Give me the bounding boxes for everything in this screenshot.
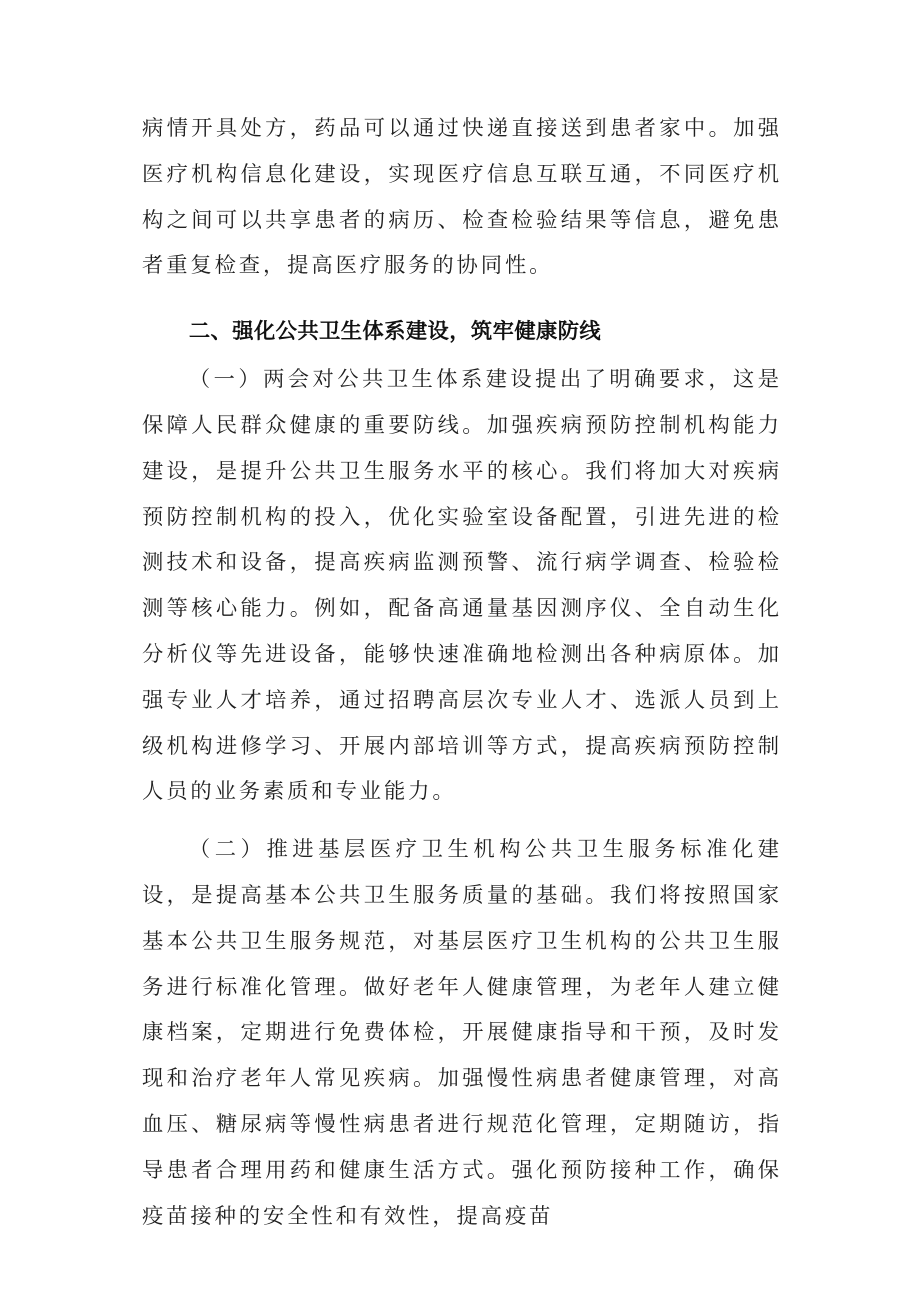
section-paragraph-1: （一）两会对公共卫生体系建设提出了明确要求，这是保障人民群众健康的重要防线。加强疾病预防控制机构能力建设，是提升公共卫生服务水平的核心。我们将加大对疾病预防控制机构的投入，优化实验室设备配置，引进先进的检测技术和设备，提高疾病监测预警、流行病学调查、检验检测等核心能力。例如，配备高通量基因测序仪、全自动生化分析仪等先进设备，能够快速准确地检测出各种病原体。加强专业人才培养，通过招聘高层次专业人才、选派人员到上级机构进修学习、开展内部培训等方式，提高疾病预防控制人员的业务素质和专业能力。 — [142, 367, 782, 805]
paragraph-gap — [142, 815, 920, 827]
section-heading: 二、强化公共卫生体系建设，筑牢健康防线 — [188, 319, 602, 345]
section-paragraph-2: （二）推进基层医疗卫生机构公共卫生服务标准化建设，是提高基本公共卫生服务质量的基础。我们将按照国家基本公共卫生服务规范，对基层医疗卫生机构的公共卫生服务进行标准化管理。做好老年人健康管理，为老年人建立健康档案，定期进行免费体检，开展健康指导和干预，及时发现和治疗老年人常见疾病。加强慢性病患者健康管理，对高血压、糖尿病等慢性病患者进行规范化管理，定期随访，指导患者合理用药和健康生活方式。强化预防接种工作，确保疫苗接种的安全性和有效性，提高疫苗 — [142, 837, 782, 1229]
body-paragraph-continued: 病情开具处方，药品可以通过快递直接送到患者家中。加强医疗机构信息化建设，实现医疗信息互联互通，不同医疗机构之间可以共享患者的病历、检查检验结果等信息，避免患者重复检查，提高医疗服务的协同性。 — [142, 116, 782, 279]
paragraph-gap — [142, 289, 920, 301]
